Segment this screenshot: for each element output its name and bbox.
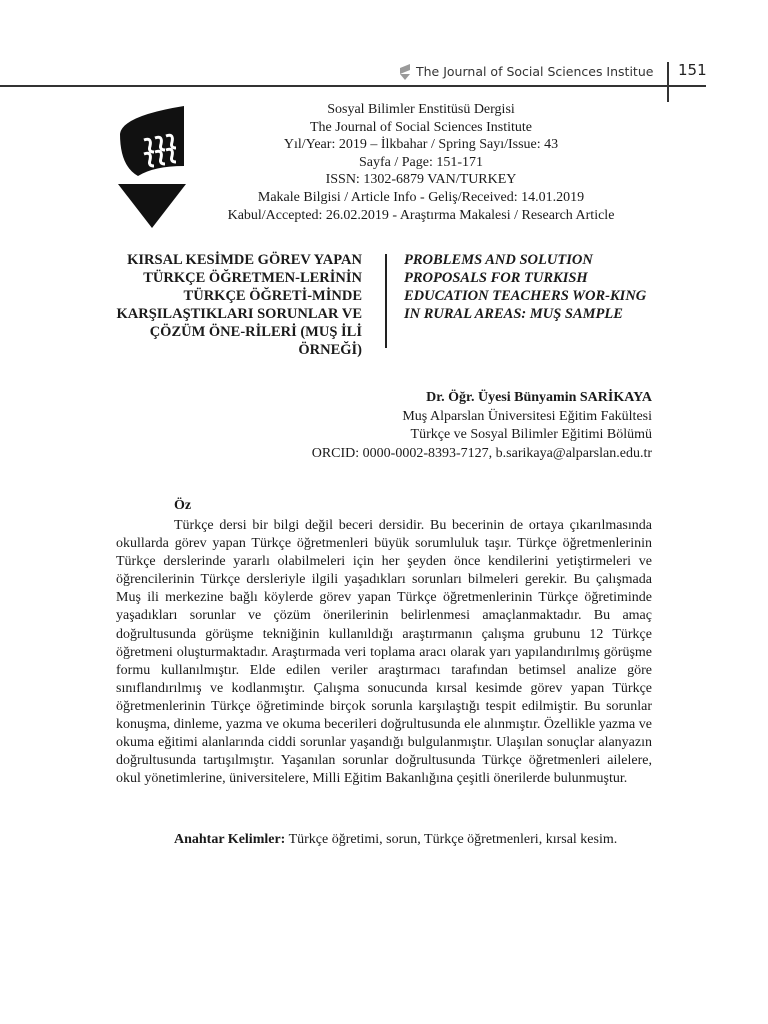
running-header-journal-name: The Journal of Social Sciences Institue — [416, 63, 654, 79]
keywords — [116, 831, 652, 849]
running-header — [398, 60, 653, 82]
journal-logo-icon — [114, 104, 188, 228]
page-number: 151 — [678, 61, 707, 79]
abstract-heading: Öz — [174, 498, 192, 513]
issue-info: Yıl/Year: 2019 – İlkbahar / Spring Sayı/Issue: 43 — [283, 137, 559, 153]
received-date: Makale Bilgisi / Article Info - Geliş/Received: 14.01.2019 — [257, 189, 585, 205]
journal-info — [190, 101, 652, 224]
keywords-label: Anahtar Kelimler: — [174, 832, 286, 847]
author-university: Muş Alparslan Üniversitesi Eğitim Fakültesi — [402, 408, 652, 424]
author-contact: ORCID: 0000-0002-8393-7127, b.sarikaya@alparslan.edu.tr — [311, 445, 652, 461]
article-title-turkish: KIRSAL KESİMDE GÖREV YAPAN TÜRKÇE ÖĞRETMEN-LERİNİN TÜRKÇE ÖĞRETİ-MİNDE KARŞILAŞTIKLARI SORUNLAR VE ÇÖZÜM ÖNE-RİLERİ (MUŞ İLİ ÖRNEĞİ) — [116, 252, 362, 358]
journal-name-en: The Journal of Social Sciences Institute — [310, 119, 532, 135]
article-title-english: PROBLEMS AND SOLUTION PROPOSALS FOR TURKISH EDUCATION TEACHERS WOR-KING IN RURAL AREAS: MUŞ SAMPLE — [404, 252, 647, 322]
journal-name-tr: Sosyal Bilimler Enstitüsü Dergisi — [327, 102, 515, 117]
issn: ISSN: 1302-6879 VAN/TURKEY — [325, 172, 517, 188]
keywords-text: Türkçe öğretimi, sorun, Türkçe öğretmenleri, kırsal kesim. — [285, 832, 618, 847]
author-block — [312, 389, 652, 463]
title-divider — [385, 254, 387, 348]
header-rule — [0, 85, 706, 87]
header-vertical-divider — [667, 62, 669, 102]
author-department: Türkçe ve Sosyal Bilimler Eğitimi Bölümü — [410, 427, 652, 442]
page-range: Sayfa / Page: 151-171 — [358, 154, 484, 170]
journal-mini-logo-icon — [398, 62, 412, 80]
author-name: Dr. Öğr. Üyesi Bünyamin SARİKAYA — [426, 390, 652, 405]
accepted-date: Kabul/Accepted: 26.02.2019 - Araştırma Makalesi / Research Article — [227, 207, 615, 223]
abstract-body: Türkçe dersi bir bilgi değil beceri dersidir. Bu becerinin de ortaya çıkarılmasında okullarda görev yapan Türkçe öğretmenleri büyük sorumluluk taşır. Türkçe öğretmenlerinin Türkçe derslerinde yararlı olabilmeleri için her şeyden önce kendilerini yetiştirmeleri ve öğrencilerinin Türkçe dersleriyle ilgili yaşadıkları sorunları bilmeleri gerekir. Bu çalışmada Muş ili merkezine bağlı köylerde görev yapan Türkçe öğretmenlerinin Türkçe öğretiminde yaşadıkları sorunlar ve çözüm önerilerinin belirlenmesi amaçlanmaktadır. Bu amaç doğrultusunda görüşme tekniğinin kullanıldığı araştırmanın çalışma grubunu 12 Türkçe öğretmeni oluşturmaktadır. Araştırmada veri toplama aracı olarak yarı yapılandırılmış görüşme formu kullanılmıştır. Elde edilen veriler araştırmacı tarafından betimsel analize göre sınıflandırılmış ve kodlanmıştır. Çalışma sonucunda kırsal kesimde görev yapan Türkçe öğretmenlerinin Türkçe öğretiminde birçok sorunla karşılaştığı tespit edilmiştir. Bu sorunlar konuşma, dinleme, yazma ve okuma becerileri doğrultusunda ele alınmıştır. Özellikle yazma ve okuma eğitimi alanlarında ciddi sorunlar yaşandığı bulgulanmıştır. Ulaşılan sonuçlar alanyazın doğrultusunda tartışılmıştır. Yaşanılan sorunlar doğrultusunda Türkçe öğretmenleri ailelere, okul yönetimlerine, üniversitelere, Milli Eğitim Bakanlığına çeşitli önerilerde bulunmuştur. — [116, 518, 652, 787]
